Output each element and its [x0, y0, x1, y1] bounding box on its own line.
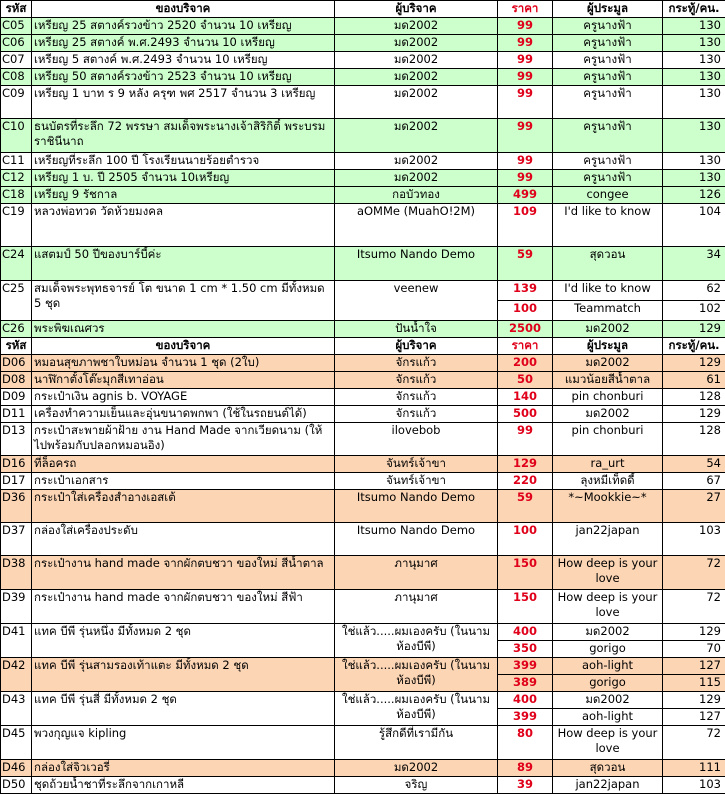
- donor-name: ใช่แล้ว.....ผมเองครับ (ในนามห้องบีพี): [335, 692, 498, 726]
- board-number: 72: [663, 590, 725, 624]
- table-row: [1, 406, 725, 423]
- item-description: สมเด็จพระพุทธจารย์ โต ขนาด 1 cm * 1.50 cm มีทั้งหมด 5 ชุด: [32, 281, 335, 321]
- price-value: 400: [498, 624, 553, 641]
- board-number: 130: [663, 69, 725, 86]
- winner-name: ครูนางฟ้า: [553, 170, 663, 187]
- item-code: C26: [1, 321, 32, 338]
- item-description: เหรียญที่ระลึก 100 ปี โรงเรียนนายร้อยตำรวจ: [32, 153, 335, 170]
- price-value: 99: [498, 69, 553, 86]
- header-code: รหัส: [1, 1, 32, 18]
- price-value: 59: [498, 247, 553, 281]
- item-description: เหรียญ 25 สตางค์ พ.ศ.2493 จำนวน 10 เหรียญ: [32, 35, 335, 52]
- price-value: 59: [498, 490, 553, 523]
- price-value: 389: [498, 675, 553, 692]
- item-description: แทค บีพี รุ่นสามรองเท้าแตะ มีทั้งหมด 2 ชุด: [32, 658, 335, 692]
- board-number: 103: [663, 523, 725, 556]
- donor-name: จักรแก้ว: [335, 389, 498, 406]
- board-number: 129: [663, 692, 725, 709]
- table-row: [1, 726, 725, 760]
- board-number: 130: [663, 153, 725, 170]
- board-number: 72: [663, 726, 725, 760]
- board-number: 126: [663, 187, 725, 204]
- board-number: 129: [663, 406, 725, 423]
- item-code: D41: [1, 624, 32, 658]
- table-row: [1, 490, 725, 523]
- donor-name: Itsumo Nando Demo: [335, 523, 498, 556]
- header-board: กระทู้/คน.: [663, 338, 725, 355]
- item-code: D09: [1, 389, 32, 406]
- price-value: 400: [498, 692, 553, 709]
- item-description: เหรียญ 1 บ. ปี 2505 จำนวน 10เหรียญ: [32, 170, 335, 187]
- board-number: 103: [663, 777, 725, 794]
- item-code: D38: [1, 556, 32, 590]
- price-value: 150: [498, 556, 553, 590]
- board-number: 102: [663, 301, 725, 321]
- board-number: 72: [663, 556, 725, 590]
- item-code: D11: [1, 406, 32, 423]
- donor-name: จักรแก้ว: [335, 355, 498, 372]
- board-number: 115: [663, 675, 725, 692]
- item-code: C06: [1, 35, 32, 52]
- board-number: 104: [663, 204, 725, 247]
- donor-name: จันทร์เจ้าขา: [335, 456, 498, 473]
- item-description: ธนบัตรที่ระลึก 72 พรรษา สมเด็จพระนางเจ้าสิริกิติ์ พระบรมราชินีนาถ: [32, 119, 335, 153]
- winner-name: มด2002: [553, 692, 663, 709]
- header-price: ราคา: [498, 338, 553, 355]
- item-code: C07: [1, 52, 32, 69]
- board-number: 129: [663, 355, 725, 372]
- header-donor: ผู้บริจาค: [335, 338, 498, 355]
- winner-name: ครูนางฟ้า: [553, 86, 663, 119]
- table-row: [1, 119, 725, 153]
- price-value: 99: [498, 153, 553, 170]
- donor-name: มด2002: [335, 170, 498, 187]
- price-value: 500: [498, 406, 553, 423]
- price-value: 99: [498, 35, 553, 52]
- donor-name: ilovebob: [335, 423, 498, 456]
- board-number: 54: [663, 456, 725, 473]
- table-row: [1, 658, 725, 675]
- table-row: [1, 389, 725, 406]
- board-number: 130: [663, 119, 725, 153]
- board-number: 70: [663, 641, 725, 658]
- item-description: พระพิฆเณศวร: [32, 321, 335, 338]
- table-row: [1, 523, 725, 556]
- item-description: หมอนสุขภาพชาใบหม่อน จำนวน 1 ชุด (2ใบ): [32, 355, 335, 372]
- winner-name: jan22japan: [553, 777, 663, 794]
- table-row: [1, 692, 725, 709]
- header-row-d: [1, 338, 725, 355]
- price-value: 89: [498, 760, 553, 777]
- item-code: D46: [1, 760, 32, 777]
- board-number: 130: [663, 35, 725, 52]
- winner-name: สุดวอน: [553, 760, 663, 777]
- board-number: 61: [663, 372, 725, 389]
- winner-name: ครูนางฟ้า: [553, 52, 663, 69]
- table-row: [1, 86, 725, 119]
- winner-name: aoh-light: [553, 709, 663, 726]
- donor-name: มด2002: [335, 35, 498, 52]
- board-number: 111: [663, 760, 725, 777]
- board-number: 130: [663, 52, 725, 69]
- donor-name: Itsumo Nando Demo: [335, 490, 498, 523]
- item-description: นาฬิกาตั้งโต๊ะมุกสีเทาอ่อน: [32, 372, 335, 389]
- item-description: เหรียญ 9 รัชกาล: [32, 187, 335, 204]
- donor-name: มด2002: [335, 52, 498, 69]
- winner-name: gorigo: [553, 641, 663, 658]
- table-row: [1, 204, 725, 247]
- table-row: [1, 247, 725, 281]
- winner-name: How deep is your love: [553, 726, 663, 760]
- table-row: [1, 624, 725, 641]
- donor-name: มด2002: [335, 119, 498, 153]
- item-code: D45: [1, 726, 32, 760]
- header-donor: ผู้บริจาค: [335, 1, 498, 18]
- winner-name: gorigo: [553, 675, 663, 692]
- table-row: [1, 187, 725, 204]
- item-description: กระเป๋าใส่เครื่องสำอางเอสเต้: [32, 490, 335, 523]
- item-description: ที่ล็อครถ: [32, 456, 335, 473]
- price-value: 140: [498, 389, 553, 406]
- winner-name: ครูนางฟ้า: [553, 69, 663, 86]
- donor-name: รู้สึกดีที่เรามีกัน: [335, 726, 498, 760]
- item-code: D13: [1, 423, 32, 456]
- price-value: 100: [498, 301, 553, 321]
- winner-name: pin chonburi: [553, 423, 663, 456]
- winner-name: ครูนางฟ้า: [553, 153, 663, 170]
- table-row: [1, 281, 725, 301]
- item-description: กระเป๋าสะพายผ้าฝ้าย งาน Hand Made จากเวียดนาม (ให้ไปพร้อมกับปลอกหมอนอิง): [32, 423, 335, 456]
- item-code: D37: [1, 523, 32, 556]
- board-number: 27: [663, 490, 725, 523]
- donor-name: จักรแก้ว: [335, 372, 498, 389]
- table-row: [1, 556, 725, 590]
- item-code: D17: [1, 473, 32, 490]
- price-value: 129: [498, 456, 553, 473]
- donor-name: ภานุมาศ: [335, 556, 498, 590]
- price-value: 99: [498, 52, 553, 69]
- header-winner: ผู้ประมูล: [553, 338, 663, 355]
- table-row: [1, 52, 725, 69]
- board-number: 130: [663, 18, 725, 35]
- winner-name: I'd like to know: [553, 281, 663, 301]
- price-value: 139: [498, 281, 553, 301]
- item-description: หลวงพ่อทวด วัดห้วยมงคล: [32, 204, 335, 247]
- table-row: [1, 372, 725, 389]
- donor-name: aOMMe (MuahO!2M): [335, 204, 498, 247]
- price-value: 80: [498, 726, 553, 760]
- board-number: 34: [663, 247, 725, 281]
- donor-name: ปันน้ำใจ: [335, 321, 498, 338]
- board-number: 128: [663, 389, 725, 406]
- winner-name: มด2002: [553, 406, 663, 423]
- donor-name: กอบัวทอง: [335, 187, 498, 204]
- table-row: [1, 760, 725, 777]
- item-code: C24: [1, 247, 32, 281]
- table-row: [1, 590, 725, 624]
- board-number: 130: [663, 86, 725, 119]
- price-value: 99: [498, 170, 553, 187]
- donor-name: มด2002: [335, 153, 498, 170]
- table-row: [1, 456, 725, 473]
- price-value: 99: [498, 18, 553, 35]
- item-code: C25: [1, 281, 32, 321]
- header-board: กระทู้/คน.: [663, 1, 725, 18]
- price-value: 350: [498, 641, 553, 658]
- price-value: 399: [498, 658, 553, 675]
- winner-name: congee: [553, 187, 663, 204]
- price-value: 100: [498, 523, 553, 556]
- donor-name: ภานุมาศ: [335, 590, 498, 624]
- board-number: 128: [663, 423, 725, 456]
- price-value: 150: [498, 590, 553, 624]
- price-value: 39: [498, 777, 553, 794]
- table-row: [1, 355, 725, 372]
- item-description: เหรียญ 50 สตางค์รวงข้าว 2523 จำนวน 10 เหรียญ: [32, 69, 335, 86]
- item-code: C05: [1, 18, 32, 35]
- price-value: 99: [498, 423, 553, 456]
- winner-name: How deep is your love: [553, 590, 663, 624]
- winner-name: How deep is your love: [553, 556, 663, 590]
- donor-name: จันทร์เจ้าขา: [335, 473, 498, 490]
- item-description: กระเป๋าเอกสาร: [32, 473, 335, 490]
- table-row: [1, 18, 725, 35]
- winner-name: มด2002: [553, 355, 663, 372]
- board-number: 127: [663, 709, 725, 726]
- table-row: [1, 153, 725, 170]
- table-row: [1, 473, 725, 490]
- item-code: C19: [1, 204, 32, 247]
- item-description: เหรียญ 1 บาท ร 9 หลัง ครุฑ พศ 2517 จำนวน 3 เหรียญ: [32, 86, 335, 119]
- item-code: D42: [1, 658, 32, 692]
- item-description: กระเป๋างาน hand made จากผักตบชวา ของใหม่ สีน้ำตาล: [32, 556, 335, 590]
- table-row: [1, 423, 725, 456]
- donor-name: ใช่แล้ว.....ผมเองครับ (ในนามห้องบีพี): [335, 624, 498, 658]
- item-code: C08: [1, 69, 32, 86]
- winner-name: ลุงหมีเท็ดดี้: [553, 473, 663, 490]
- winner-name: *~Mookkie~*: [553, 490, 663, 523]
- item-description: กระเป๋างาน hand made จากผักตบชวา ของใหม่ สีฟ้า: [32, 590, 335, 624]
- donor-name: veenew: [335, 281, 498, 321]
- item-code: D43: [1, 692, 32, 726]
- winner-name: ครูนางฟ้า: [553, 18, 663, 35]
- item-code: D06: [1, 355, 32, 372]
- board-number: 127: [663, 658, 725, 675]
- table-row: [1, 170, 725, 187]
- table-row: [1, 35, 725, 52]
- price-value: 99: [498, 119, 553, 153]
- winner-name: ครูนางฟ้า: [553, 35, 663, 52]
- winner-name: jan22japan: [553, 523, 663, 556]
- item-description: แทค บีพี รุ่นสี่ มีทั้งหมด 2 ชุด: [32, 692, 335, 726]
- board-number: 67: [663, 473, 725, 490]
- price-value: 399: [498, 709, 553, 726]
- donor-name: จริญ: [335, 777, 498, 794]
- winner-name: aoh-light: [553, 658, 663, 675]
- winner-name: มด2002: [553, 624, 663, 641]
- board-number: 130: [663, 170, 725, 187]
- board-number: 129: [663, 624, 725, 641]
- item-code: C10: [1, 119, 32, 153]
- item-description: กล่องใส่จิวเวอรี่: [32, 760, 335, 777]
- price-value: 99: [498, 86, 553, 119]
- donor-name: Itsumo Nando Demo: [335, 247, 498, 281]
- item-description: กระเป๋าเงิน agnis b. VOYAGE: [32, 389, 335, 406]
- header-item: ของบริจาค: [32, 338, 335, 355]
- header-item: ของบริจาค: [32, 1, 335, 18]
- item-code: C18: [1, 187, 32, 204]
- price-value: 2500: [498, 321, 553, 338]
- donor-name: จักรแก้ว: [335, 406, 498, 423]
- item-code: D08: [1, 372, 32, 389]
- price-value: 200: [498, 355, 553, 372]
- header-code: รหัส: [1, 338, 32, 355]
- donor-name: มด2002: [335, 18, 498, 35]
- board-number: 129: [663, 321, 725, 338]
- donor-name: ใช่แล้ว.....ผมเองครับ (ในนามห้องบีพี): [335, 658, 498, 692]
- donor-name: มด2002: [335, 86, 498, 119]
- item-description: แทค บีพี รุ่นหนึ่ง มีทั้งหมด 2 ชุด: [32, 624, 335, 658]
- item-description: เครื่องทำความเย็นและอุ่นขนาดพกพา (ใช้ในรถยนต์ได้): [32, 406, 335, 423]
- winner-name: ครูนางฟ้า: [553, 119, 663, 153]
- item-description: เหรียญ 5 สตางค์ พ.ศ.2493 จำนวน 10 เหรียญ: [32, 52, 335, 69]
- winner-name: ra_urt: [553, 456, 663, 473]
- item-description: ชุดถ้วยน้ำชาที่ระลึกจากเกาหลี: [32, 777, 335, 794]
- item-description: เหรียญ 25 สตางค์รวงข้าว 2520 จำนวน 10 เหรียญ: [32, 18, 335, 35]
- winner-name: สุดวอน: [553, 247, 663, 281]
- price-value: 499: [498, 187, 553, 204]
- header-row: [1, 1, 725, 18]
- winner-name: I'd like to know: [553, 204, 663, 247]
- item-code: D16: [1, 456, 32, 473]
- item-code: C09: [1, 86, 32, 119]
- table-row: [1, 321, 725, 338]
- item-code: D36: [1, 490, 32, 523]
- table-row: [1, 777, 725, 794]
- donor-name: มด2002: [335, 69, 498, 86]
- winner-name: มด2002: [553, 321, 663, 338]
- header-price: ราคา: [498, 1, 553, 18]
- item-description: พวงกุญแจ kipling: [32, 726, 335, 760]
- table-row: [1, 69, 725, 86]
- item-code: C11: [1, 153, 32, 170]
- winner-name: pin chonburi: [553, 389, 663, 406]
- price-value: 50: [498, 372, 553, 389]
- winner-name: แมวน้อยสีน้ำตาล: [553, 372, 663, 389]
- board-number: 62: [663, 281, 725, 301]
- winner-name: Teammatch: [553, 301, 663, 321]
- donor-name: มด2002: [335, 760, 498, 777]
- item-description: แสตมป์ 50 ปีของบาร์บี้ค่ะ: [32, 247, 335, 281]
- header-winner: ผู้ประมูล: [553, 1, 663, 18]
- item-code: D50: [1, 777, 32, 794]
- price-value: 109: [498, 204, 553, 247]
- price-value: 220: [498, 473, 553, 490]
- item-code: D39: [1, 590, 32, 624]
- item-description: กล่องใส่เครื่องประดับ: [32, 523, 335, 556]
- item-code: C12: [1, 170, 32, 187]
